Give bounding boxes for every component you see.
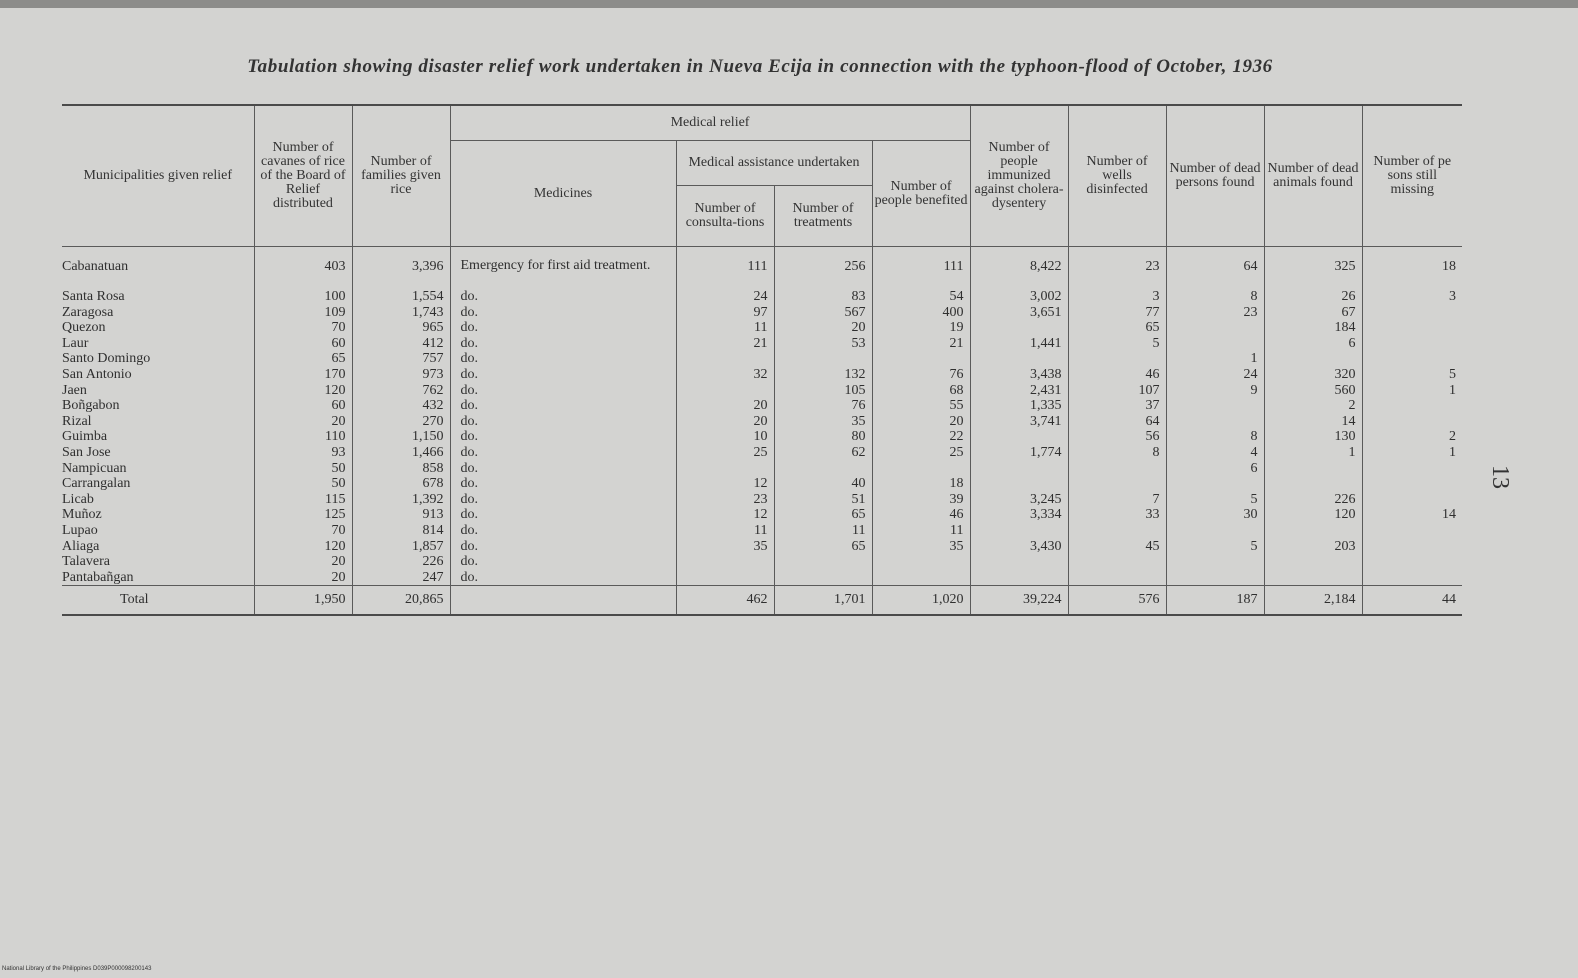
cell-families: 1,150 bbox=[352, 429, 450, 445]
cell-dead-animals: 203 bbox=[1264, 539, 1362, 555]
cell-name: Rizal bbox=[62, 413, 92, 429]
cell-dead-persons: 24 bbox=[1166, 367, 1264, 383]
table-row bbox=[62, 492, 1462, 508]
header-consultations: Number of consulta-tions bbox=[676, 186, 774, 247]
cell-benefited bbox=[872, 461, 970, 477]
cell-wells bbox=[1068, 461, 1166, 477]
cell-dead-persons bbox=[1166, 414, 1264, 430]
cell-medicines: do. bbox=[450, 539, 676, 555]
cell-missing bbox=[1362, 570, 1462, 586]
cell-cavanes: 20 bbox=[254, 570, 352, 586]
cell-dead-animals: 325 bbox=[1264, 259, 1362, 289]
page-title: Tabulation showing disaster relief work undertaken in Nueva Ecija in connection with the typhoon-flood of October, 1936 bbox=[247, 56, 1273, 77]
cell-dead-animals bbox=[1264, 523, 1362, 539]
cell-wells: 46 bbox=[1068, 367, 1166, 383]
cell-families: 1,743 bbox=[352, 305, 450, 321]
cell-dead-persons: 1 bbox=[1166, 351, 1264, 367]
cell-cavanes: 50 bbox=[254, 476, 352, 492]
cell-consultations bbox=[676, 351, 774, 367]
cell-consultations bbox=[676, 570, 774, 586]
cell-wells bbox=[1068, 476, 1166, 492]
cell-families: 1,466 bbox=[352, 445, 450, 461]
cell-missing bbox=[1362, 554, 1462, 570]
total-families: 20,865 bbox=[352, 586, 450, 616]
total-immunized: 39,224 bbox=[970, 586, 1068, 616]
cell-families: 412 bbox=[352, 336, 450, 352]
cell-medicines: do. bbox=[450, 320, 676, 336]
cell-medicines: do. bbox=[450, 305, 676, 321]
cell-consultations: 35 bbox=[676, 539, 774, 555]
cell-immunized: 3,334 bbox=[970, 507, 1068, 523]
table-row bbox=[62, 367, 1462, 383]
table-body bbox=[62, 247, 1462, 586]
cell-medicines: do. bbox=[450, 414, 676, 430]
cell-treatments: 20 bbox=[774, 320, 872, 336]
cell-dead-animals: 184 bbox=[1264, 320, 1362, 336]
cell-cavanes: 115 bbox=[254, 492, 352, 508]
header-wells: Number of wells disinfected bbox=[1068, 105, 1166, 247]
cell-dead-persons bbox=[1166, 336, 1264, 352]
cell-families: 247 bbox=[352, 570, 450, 586]
cell-dead-animals bbox=[1264, 554, 1362, 570]
cell-treatments: 53 bbox=[774, 336, 872, 352]
total-row bbox=[62, 586, 1462, 616]
cell-medicines: do. bbox=[450, 383, 676, 399]
cell-wells: 45 bbox=[1068, 539, 1166, 555]
cell-missing: 1 bbox=[1362, 445, 1462, 461]
cell-cavanes: 403 bbox=[254, 259, 352, 289]
cell-name: Jaen bbox=[62, 382, 87, 398]
cell-missing bbox=[1362, 305, 1462, 321]
cell-benefited: 55 bbox=[872, 398, 970, 414]
cell-consultations: 12 bbox=[676, 476, 774, 492]
table-header bbox=[62, 105, 1462, 247]
cell-cavanes: 60 bbox=[254, 398, 352, 414]
cell-immunized: 3,651 bbox=[970, 305, 1068, 321]
total-dead-persons: 187 bbox=[1166, 586, 1264, 616]
cell-name: San Jose bbox=[62, 444, 111, 460]
cell-immunized: 3,741 bbox=[970, 414, 1068, 430]
cell-wells: 107 bbox=[1068, 383, 1166, 399]
cell-treatments: 76 bbox=[774, 398, 872, 414]
total-wells: 576 bbox=[1068, 586, 1166, 616]
cell-missing bbox=[1362, 320, 1462, 336]
cell-cavanes: 70 bbox=[254, 320, 352, 336]
cell-families: 913 bbox=[352, 507, 450, 523]
header-medical-relief: Medical relief bbox=[450, 105, 970, 141]
cell-medicines: do. bbox=[450, 476, 676, 492]
cell-dead-animals bbox=[1264, 461, 1362, 477]
cell-dead-animals: 67 bbox=[1264, 305, 1362, 321]
cell-name: Nampicuan bbox=[62, 460, 127, 476]
cell-dead-animals: 130 bbox=[1264, 429, 1362, 445]
cell-treatments: 256 bbox=[774, 259, 872, 289]
cell-dead-persons: 23 bbox=[1166, 305, 1264, 321]
cell-wells: 56 bbox=[1068, 429, 1166, 445]
cell-wells: 65 bbox=[1068, 320, 1166, 336]
cell-medicines: do. bbox=[450, 461, 676, 477]
header-municipality: Municipalities given relief bbox=[62, 105, 254, 247]
cell-name: Guimba bbox=[62, 429, 108, 445]
cell-families: 270 bbox=[352, 414, 450, 430]
cell-wells bbox=[1068, 554, 1166, 570]
cell-consultations bbox=[676, 554, 774, 570]
cell-name: Santa Rosa bbox=[62, 289, 125, 304]
cell-benefited: 18 bbox=[872, 476, 970, 492]
cell-treatments: 51 bbox=[774, 492, 872, 508]
cell-consultations: 97 bbox=[676, 305, 774, 321]
cell-consultations: 111 bbox=[676, 259, 774, 289]
cell-dead-persons: 8 bbox=[1166, 289, 1264, 305]
cell-medicines: do. bbox=[450, 429, 676, 445]
header-dead-persons: Number of dead persons found bbox=[1166, 105, 1264, 247]
cell-dead-persons: 5 bbox=[1166, 539, 1264, 555]
cell-cavanes: 110 bbox=[254, 429, 352, 445]
cell-families: 973 bbox=[352, 367, 450, 383]
total-consultations: 462 bbox=[676, 586, 774, 616]
cell-dead-animals bbox=[1264, 476, 1362, 492]
cell-medicines: do. bbox=[450, 351, 676, 367]
table-row bbox=[62, 539, 1462, 555]
cell-families: 858 bbox=[352, 461, 450, 477]
cell-families: 432 bbox=[352, 398, 450, 414]
cell-cavanes: 125 bbox=[254, 507, 352, 523]
total-benefited: 1,020 bbox=[872, 586, 970, 616]
cell-missing: 1 bbox=[1362, 383, 1462, 399]
cell-name: Carrangalan bbox=[62, 476, 131, 492]
cell-wells: 8 bbox=[1068, 445, 1166, 461]
cell-dead-persons: 9 bbox=[1166, 383, 1264, 399]
cell-name: Zaragosa bbox=[62, 304, 114, 320]
cell-medicines: do. bbox=[450, 367, 676, 383]
cell-immunized: 3,430 bbox=[970, 539, 1068, 555]
table-row bbox=[62, 445, 1462, 461]
cell-name: Muñoz bbox=[62, 507, 102, 523]
cell-dead-animals: 6 bbox=[1264, 336, 1362, 352]
cell-treatments: 105 bbox=[774, 383, 872, 399]
total-missing: 44 bbox=[1362, 586, 1462, 616]
cell-immunized: 1,441 bbox=[970, 336, 1068, 352]
cell-consultations: 23 bbox=[676, 492, 774, 508]
top-edge-band bbox=[0, 0, 1578, 8]
cell-cavanes: 60 bbox=[254, 336, 352, 352]
cell-wells: 64 bbox=[1068, 414, 1166, 430]
cell-dead-persons: 6 bbox=[1166, 461, 1264, 477]
cell-name: Licab bbox=[62, 491, 94, 507]
cell-missing bbox=[1362, 414, 1462, 430]
cell-medicines: do. bbox=[450, 523, 676, 539]
cell-dead-persons: 64 bbox=[1166, 259, 1264, 289]
table-row bbox=[62, 259, 1462, 289]
cell-dead-animals: 226 bbox=[1264, 492, 1362, 508]
cell-cavanes: 20 bbox=[254, 554, 352, 570]
cell-families: 1,392 bbox=[352, 492, 450, 508]
cell-treatments: 65 bbox=[774, 507, 872, 523]
cell-wells: 5 bbox=[1068, 336, 1166, 352]
cell-dead-animals: 120 bbox=[1264, 507, 1362, 523]
cell-wells bbox=[1068, 570, 1166, 586]
cell-name: Aliaga bbox=[62, 538, 100, 554]
table-row bbox=[62, 570, 1462, 586]
cell-dead-persons: 5 bbox=[1166, 492, 1264, 508]
header-missing: Number of pe sons still missing bbox=[1362, 105, 1462, 247]
cell-missing bbox=[1362, 476, 1462, 492]
cell-dead-animals: 26 bbox=[1264, 289, 1362, 305]
cell-missing: 3 bbox=[1362, 289, 1462, 305]
cell-benefited: 22 bbox=[872, 429, 970, 445]
cell-benefited: 39 bbox=[872, 492, 970, 508]
cell-name: Laur bbox=[62, 335, 89, 351]
cell-consultations: 32 bbox=[676, 367, 774, 383]
cell-immunized bbox=[970, 476, 1068, 492]
cell-cavanes: 120 bbox=[254, 539, 352, 555]
cell-dead-animals: 320 bbox=[1264, 367, 1362, 383]
table-row bbox=[62, 429, 1462, 445]
cell-consultations: 20 bbox=[676, 398, 774, 414]
cell-benefited: 111 bbox=[872, 259, 970, 289]
cell-cavanes: 65 bbox=[254, 351, 352, 367]
cell-treatments bbox=[774, 351, 872, 367]
table-row bbox=[62, 383, 1462, 399]
cell-missing bbox=[1362, 336, 1462, 352]
cell-wells: 37 bbox=[1068, 398, 1166, 414]
relief-table bbox=[62, 104, 1462, 616]
cell-medicines: do. bbox=[450, 398, 676, 414]
spacer-row bbox=[62, 247, 1462, 260]
table-row bbox=[62, 414, 1462, 430]
cell-dead-persons: 30 bbox=[1166, 507, 1264, 523]
cell-immunized: 3,002 bbox=[970, 289, 1068, 305]
cell-immunized bbox=[970, 320, 1068, 336]
cell-immunized: 1,774 bbox=[970, 445, 1068, 461]
total-label: Total bbox=[62, 586, 254, 616]
cell-name: Santo Domingo bbox=[62, 351, 151, 367]
cell-treatments: 11 bbox=[774, 523, 872, 539]
cell-benefited bbox=[872, 570, 970, 586]
cell-name: Cabanatuan bbox=[62, 259, 129, 274]
cell-medicines: do. bbox=[450, 507, 676, 523]
cell-medicines: do. bbox=[450, 289, 676, 305]
cell-cavanes: 70 bbox=[254, 523, 352, 539]
header-medical-assistance: Medical assistance undertaken bbox=[676, 141, 872, 186]
cell-treatments: 83 bbox=[774, 289, 872, 305]
cell-consultations: 11 bbox=[676, 320, 774, 336]
cell-immunized bbox=[970, 429, 1068, 445]
cell-dead-animals: 1 bbox=[1264, 445, 1362, 461]
footer-note: National Library of the Philippines D039P000098200143 bbox=[2, 966, 152, 972]
cell-families: 678 bbox=[352, 476, 450, 492]
relief-table-container bbox=[62, 104, 1462, 616]
cell-benefited: 25 bbox=[872, 445, 970, 461]
cell-name: Boñgabon bbox=[62, 398, 120, 414]
header-medicines: Medicines bbox=[450, 141, 676, 247]
cell-missing bbox=[1362, 398, 1462, 414]
cell-wells: 23 bbox=[1068, 259, 1166, 289]
cell-wells: 7 bbox=[1068, 492, 1166, 508]
cell-missing: 2 bbox=[1362, 429, 1462, 445]
cell-medicines: Emergency for first aid treatment. bbox=[450, 259, 676, 289]
table-row bbox=[62, 305, 1462, 321]
cell-treatments: 567 bbox=[774, 305, 872, 321]
cell-wells: 33 bbox=[1068, 507, 1166, 523]
cell-immunized: 2,431 bbox=[970, 383, 1068, 399]
table-row bbox=[62, 320, 1462, 336]
cell-medicines: do. bbox=[450, 570, 676, 586]
cell-cavanes: 100 bbox=[254, 289, 352, 305]
cell-consultations: 11 bbox=[676, 523, 774, 539]
cell-immunized bbox=[970, 351, 1068, 367]
cell-consultations: 25 bbox=[676, 445, 774, 461]
cell-dead-persons: 4 bbox=[1166, 445, 1264, 461]
table-row bbox=[62, 351, 1462, 367]
cell-cavanes: 109 bbox=[254, 305, 352, 321]
cell-dead-persons bbox=[1166, 523, 1264, 539]
cell-treatments: 132 bbox=[774, 367, 872, 383]
cell-missing: 14 bbox=[1362, 507, 1462, 523]
table-row bbox=[62, 398, 1462, 414]
cell-medicines: do. bbox=[450, 445, 676, 461]
cell-missing bbox=[1362, 523, 1462, 539]
table-footer bbox=[62, 586, 1462, 616]
cell-dead-persons bbox=[1166, 398, 1264, 414]
cell-benefited: 11 bbox=[872, 523, 970, 539]
cell-treatments bbox=[774, 554, 872, 570]
cell-cavanes: 120 bbox=[254, 383, 352, 399]
header-benefited: Number of people benefited bbox=[872, 141, 970, 247]
total-medicines bbox=[450, 586, 676, 616]
cell-name: Pantabañgan bbox=[62, 569, 134, 585]
cell-cavanes: 50 bbox=[254, 461, 352, 477]
cell-benefited: 19 bbox=[872, 320, 970, 336]
cell-immunized bbox=[970, 570, 1068, 586]
cell-families: 3,396 bbox=[352, 259, 450, 289]
cell-dead-persons bbox=[1166, 320, 1264, 336]
cell-immunized: 3,438 bbox=[970, 367, 1068, 383]
cell-benefited: 46 bbox=[872, 507, 970, 523]
cell-treatments: 65 bbox=[774, 539, 872, 555]
cell-medicines: do. bbox=[450, 554, 676, 570]
cell-missing bbox=[1362, 539, 1462, 555]
header-treatments: Number of treatments bbox=[774, 186, 872, 247]
cell-families: 814 bbox=[352, 523, 450, 539]
cell-dead-persons bbox=[1166, 554, 1264, 570]
cell-immunized bbox=[970, 554, 1068, 570]
cell-name: Lupao bbox=[62, 522, 98, 538]
cell-benefited: 21 bbox=[872, 336, 970, 352]
cell-immunized: 8,422 bbox=[970, 259, 1068, 289]
cell-consultations: 21 bbox=[676, 336, 774, 352]
total-cavanes: 1,950 bbox=[254, 586, 352, 616]
cell-families: 965 bbox=[352, 320, 450, 336]
cell-benefited: 54 bbox=[872, 289, 970, 305]
cell-dead-animals bbox=[1264, 570, 1362, 586]
cell-families: 226 bbox=[352, 554, 450, 570]
cell-missing bbox=[1362, 492, 1462, 508]
cell-treatments: 40 bbox=[774, 476, 872, 492]
cell-immunized bbox=[970, 523, 1068, 539]
cell-treatments bbox=[774, 570, 872, 586]
cell-treatments: 80 bbox=[774, 429, 872, 445]
header-families: Number of families given rice bbox=[352, 105, 450, 247]
cell-missing: 18 bbox=[1362, 259, 1462, 289]
cell-cavanes: 93 bbox=[254, 445, 352, 461]
cell-wells bbox=[1068, 351, 1166, 367]
cell-consultations: 12 bbox=[676, 507, 774, 523]
table-row bbox=[62, 476, 1462, 492]
cell-missing bbox=[1362, 461, 1462, 477]
cell-consultations bbox=[676, 461, 774, 477]
cell-families: 1,857 bbox=[352, 539, 450, 555]
cell-dead-animals: 560 bbox=[1264, 383, 1362, 399]
cell-benefited bbox=[872, 554, 970, 570]
cell-name: Quezon bbox=[62, 320, 106, 336]
page-number: 13 bbox=[1487, 465, 1513, 489]
cell-families: 757 bbox=[352, 351, 450, 367]
cell-wells bbox=[1068, 523, 1166, 539]
cell-treatments bbox=[774, 461, 872, 477]
cell-families: 1,554 bbox=[352, 289, 450, 305]
cell-consultations: 20 bbox=[676, 414, 774, 430]
cell-dead-animals bbox=[1264, 351, 1362, 367]
cell-benefited: 68 bbox=[872, 383, 970, 399]
cell-benefited: 20 bbox=[872, 414, 970, 430]
cell-consultations: 24 bbox=[676, 289, 774, 305]
table-row bbox=[62, 554, 1462, 570]
cell-name: Talavera bbox=[62, 554, 110, 570]
cell-dead-animals: 2 bbox=[1264, 398, 1362, 414]
cell-treatments: 62 bbox=[774, 445, 872, 461]
cell-wells: 77 bbox=[1068, 305, 1166, 321]
cell-missing bbox=[1362, 351, 1462, 367]
cell-benefited: 400 bbox=[872, 305, 970, 321]
header-dead-animals: Number of dead animals found bbox=[1264, 105, 1362, 247]
cell-benefited bbox=[872, 351, 970, 367]
table-row bbox=[62, 523, 1462, 539]
cell-families: 762 bbox=[352, 383, 450, 399]
cell-treatments: 35 bbox=[774, 414, 872, 430]
cell-medicines: do. bbox=[450, 492, 676, 508]
total-treatments: 1,701 bbox=[774, 586, 872, 616]
cell-benefited: 35 bbox=[872, 539, 970, 555]
table-row bbox=[62, 461, 1462, 477]
cell-dead-persons: 8 bbox=[1166, 429, 1264, 445]
cell-immunized: 3,245 bbox=[970, 492, 1068, 508]
cell-immunized: 1,335 bbox=[970, 398, 1068, 414]
cell-medicines: do. bbox=[450, 336, 676, 352]
table-row bbox=[62, 507, 1462, 523]
table-row bbox=[62, 289, 1462, 305]
header-immunized: Number of people immunized against cholera-dysentery bbox=[970, 105, 1068, 247]
cell-immunized bbox=[970, 461, 1068, 477]
cell-consultations: 10 bbox=[676, 429, 774, 445]
cell-consultations bbox=[676, 383, 774, 399]
header-cavanes: Number of cavanes of rice of the Board of Relief distributed bbox=[254, 105, 352, 247]
total-dead-animals: 2,184 bbox=[1264, 586, 1362, 616]
cell-name: San Antonio bbox=[62, 366, 132, 382]
cell-cavanes: 20 bbox=[254, 414, 352, 430]
cell-dead-persons bbox=[1166, 570, 1264, 586]
cell-wells: 3 bbox=[1068, 289, 1166, 305]
table-row bbox=[62, 336, 1462, 352]
cell-missing: 5 bbox=[1362, 367, 1462, 383]
cell-cavanes: 170 bbox=[254, 367, 352, 383]
cell-dead-animals: 14 bbox=[1264, 414, 1362, 430]
cell-dead-persons bbox=[1166, 476, 1264, 492]
cell-benefited: 76 bbox=[872, 367, 970, 383]
